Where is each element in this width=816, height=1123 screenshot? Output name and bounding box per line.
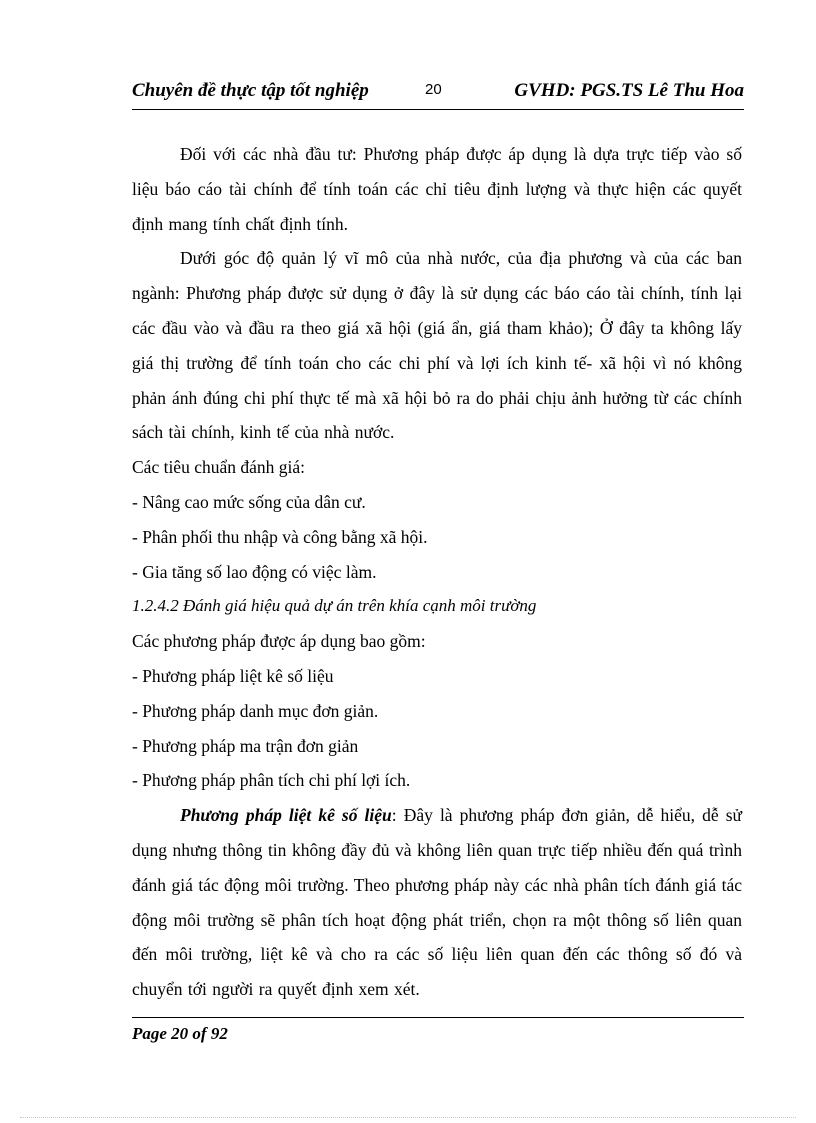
method-item-1: - Phương pháp liệt kê số liệu <box>132 665 334 686</box>
method-item-2: - Phương pháp danh mục đơn giản. <box>132 700 379 721</box>
section-heading: 1.2.4.2 Đánh giá hiệu quả dự án trên khía cạnh môi trường <box>132 596 537 616</box>
method-term: Phương pháp liệt kê số liệu <box>180 805 392 826</box>
criteria-item-1: - Nâng cao mức sống của dân cư. <box>132 491 366 512</box>
page-header <box>132 78 744 108</box>
methods-intro: Các phương pháp được áp dụng bao gồm: <box>132 631 426 652</box>
page-content <box>132 137 742 1007</box>
footer-divider <box>132 1017 744 1018</box>
page-footer: Page 20 of 92 <box>132 1024 228 1043</box>
header-divider <box>132 109 744 110</box>
paragraph-data-listing-method <box>132 798 742 1007</box>
page-bottom-border <box>20 1117 796 1118</box>
criteria-item-3: - Gia tăng số lao động có việc làm. <box>132 561 377 582</box>
criteria-item-2: - Phân phối thu nhập và công bằng xã hội. <box>132 526 428 547</box>
header-page-number: 20 <box>425 81 442 98</box>
header-advisor: GVHD: PGS.TS Lê Thu Hoa <box>514 80 744 101</box>
criteria-intro: Các tiêu chuẩn đánh giá: <box>132 457 305 478</box>
header-title: Chuyên đề thực tập tốt nghiệp <box>132 80 369 101</box>
method-item-3: - Phương pháp ma trận đơn giản <box>132 735 359 756</box>
method-item-4: - Phương pháp phân tích chi phí lợi ích. <box>132 770 411 791</box>
method-description: : Đây là phương pháp đơn giản, dễ hiểu, dễ sử dụng nhưng thông tin không đầy đủ và không liên quan trực tiếp nhiều đến quá trình đánh giá tác động môi trường. Theo phương pháp này các nhà phân tích đánh giá tác động môi trường sẽ phân tích hoạt động phát triển, chọn ra một thông số liên quan đến môi trường, liệt kê và cho ra các số liệu liên quan đến các thông số đó và chuyển tới người ra quyết định xem xét. <box>132 805 742 1000</box>
paragraph-investors: Đối với các nhà đầu tư: Phương pháp được áp dụng là dựa trực tiếp vào số liệu báo cáo tài chính để tính toán các chỉ tiêu định lượng và thực hiện các quyết định mang tính chất định tính. <box>132 144 742 234</box>
paragraph-macro-management: Dưới góc độ quản lý vĩ mô của nhà nước, của địa phương và của các ban ngành: Phương pháp được sử dụng ở đây là sử dụng các báo cáo tài chính, tính lại các đầu vào và đầu ra theo giá xã hội (giá ẩn, giá tham khảo); Ở đây ta không lấy giá thị trường để tính toán cho các chi phí và lợi ích kinh tế- xã hội vì nó không phản ánh đúng chi phí thực tế mà xã hội bỏ ra do phải chịu ảnh hưởng từ các chính sách tài chính, kinh tế của nhà nước. <box>132 248 742 443</box>
